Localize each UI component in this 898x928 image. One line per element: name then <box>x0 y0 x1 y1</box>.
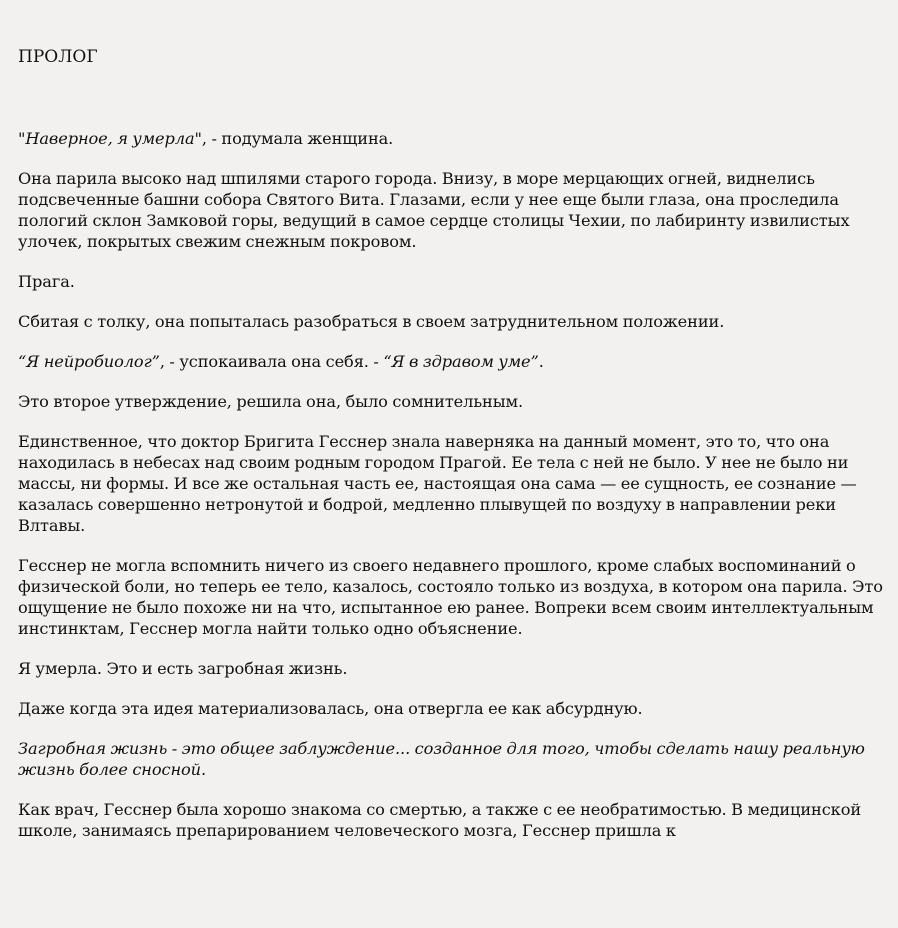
paragraph <box>18 168 884 252</box>
paragraph-text: , - успокаивала она себя. - <box>159 352 384 371</box>
paragraph-text: Даже когда эта идея материализовалась, она отвергла ее как абсурдную. <box>18 699 643 718</box>
paragraph-text: Она парила высоко над шпилями старого города. Внизу, в море мерцающих огней, виднелись подсвеченные башни собора Святого Вита. Глазами, если у нее еще были глаза, она проследила пологий склон Замковой горы, ведущий в самое сердце столицы Чехии, по лабиринту извилистых улочек, покрытых свежим снежным покровом. <box>18 169 850 251</box>
paragraph <box>18 658 884 679</box>
paragraph <box>18 271 884 292</box>
paragraph <box>18 738 884 780</box>
paragraph-text: , - подумала женщина. <box>201 129 394 148</box>
paragraph-text: Прага. <box>18 272 75 291</box>
paragraph-text: Я умерла. Это и есть загробная жизнь. <box>18 659 348 678</box>
paragraph <box>18 698 884 719</box>
chapter-body <box>18 128 884 860</box>
italic-quote: “Я нейробиолог” <box>18 352 160 371</box>
paragraph-text: Единственное, что доктор Бригита Гесснер знала наверняка на данный момент, это то, что она находилась в небесах над своим родным городом Прагой. Ее тела с ней не было. У нее не было ни массы, ни формы. И все же остальная часть ее, настоящая она сама — ее сущность, ее сознание — казалась совершенно нетронутой и бодрой, медленно плывущей по воздуху в направлении реки Влтавы. <box>18 432 857 535</box>
paragraph-text: . <box>538 352 544 371</box>
paragraph <box>18 128 884 149</box>
paragraph <box>18 431 884 536</box>
paragraph <box>18 391 884 412</box>
paragraph-text: Сбитая с толку, она попыталась разобраться в своем затруднительном положении. <box>18 312 725 331</box>
paragraph <box>18 351 884 372</box>
paragraph-text: Это второе утверждение, решила она, было сомнительным. <box>18 392 524 411</box>
paragraph <box>18 799 884 841</box>
italic-quote: "Наверное, я умерла" <box>18 129 202 148</box>
paragraph-text: Гесснер не могла вспомнить ничего из своего недавнего прошлого, кроме слабых воспоминаний о физической боли, но теперь ее тело, казалось, состояло только из воздуха, в котором она парила. Это ощущение не было похоже ни на что, испытанное ею ранее. Вопреки всем своим интеллектуальным инстинктам, Гесснер могла найти только одно объяснение. <box>18 556 883 638</box>
paragraph <box>18 311 884 332</box>
italic-paragraph: Загробная жизнь - это общее заблуждение... созданное для того, чтобы сделать нашу реальную жизнь более сносной. <box>18 739 865 779</box>
chapter-title: ПРОЛОГ <box>18 47 98 67</box>
italic-quote: “Я в здравом уме” <box>383 352 539 371</box>
paragraph-text: Как врач, Гесснер была хорошо знакома со смертью, а также с ее необратимостью. В медицинской школе, занимаясь препарированием человеческого мозга, Гесснер пришла к <box>18 800 862 840</box>
paragraph <box>18 555 884 639</box>
